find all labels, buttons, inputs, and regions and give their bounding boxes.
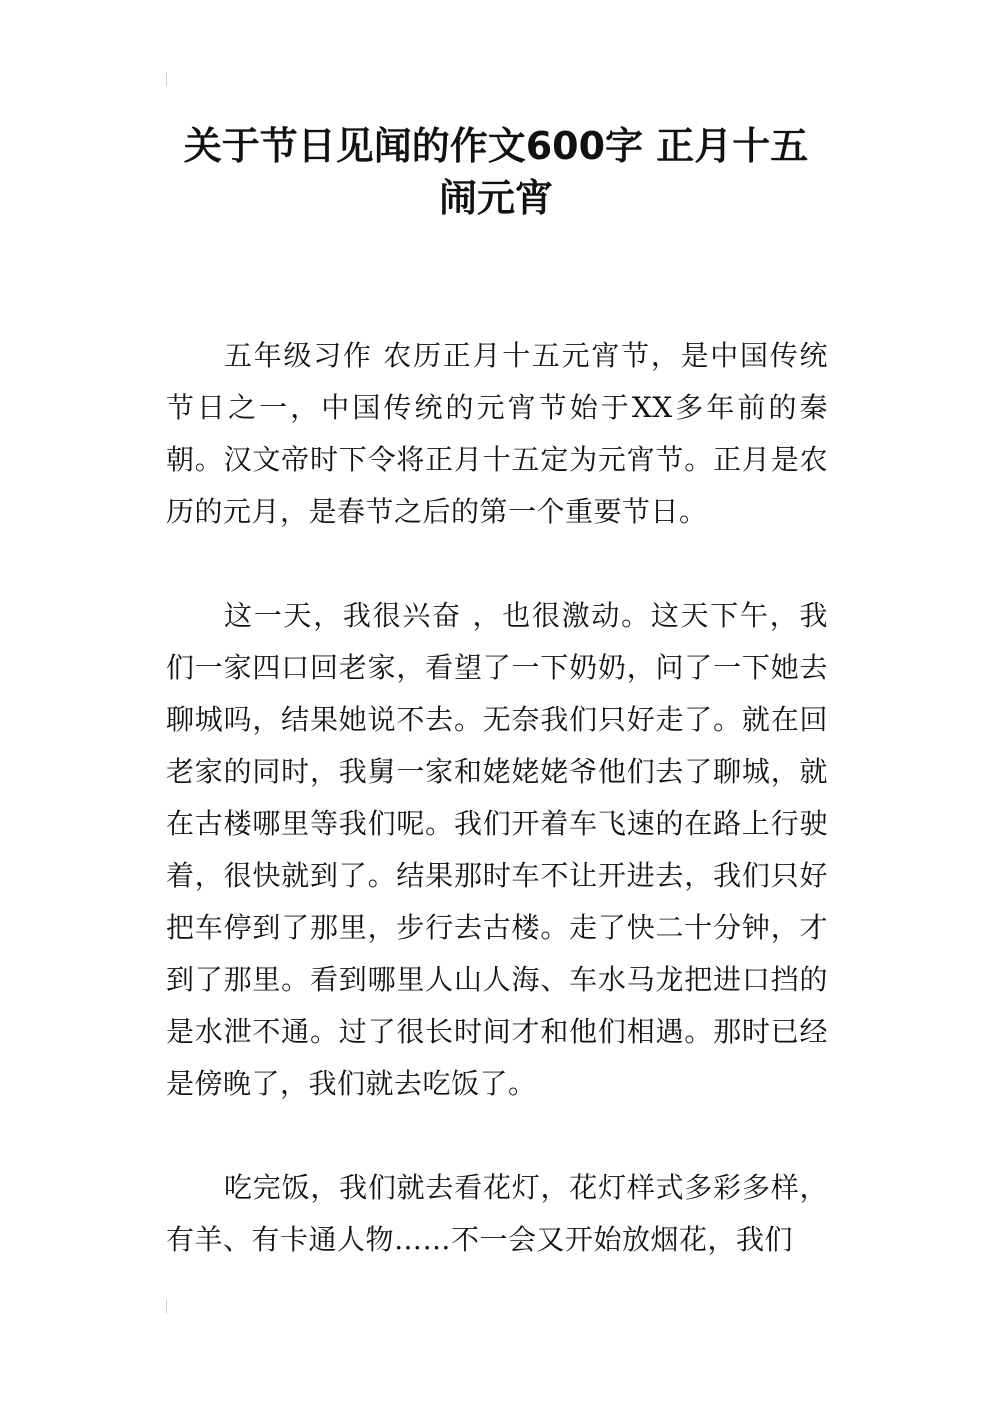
document-title: [140, 120, 852, 224]
paragraph-intro: 五年级习作 农历正月十五元宵节，是中国传统节日之一，中国传统的元宵节始于XX多年前的秦朝。汉文帝时下令将正月十五定为元宵节。正月是农历的元月，是春节之后的第一个重要节日。: [166, 339, 828, 528]
page-corner-mark-bottom: [166, 1300, 167, 1314]
document-title-line2: 闹元宵: [438, 176, 553, 220]
document-title-line1: 关于节日见闻的作文600字 正月十五: [183, 124, 809, 168]
page-corner-mark-top: [166, 72, 167, 86]
paragraph-lanterns: 吃完饭，我们就去看花灯，花灯样式多彩多样，有羊、有卡通人物……不一会又开始放烟花，我们: [166, 1171, 828, 1256]
paragraph-trip: 这一天，我很兴奋 ，也很激动。这天下午，我们一家四口回老家，看望了一下奶奶，问了一下她去聊城吗，结果她说不去。无奈我们只好走了。就在回老家的同时，我舅一家和姥姥姥爷他们去了聊城，就在古楼哪里等我们呢。我们开着车飞速的在路上行驶着，很快就到了。结果那时车不让开进去，我们只好把车停到了那里，步行去古楼。走了快二十分钟，才到了那里。看到哪里人山人海、车水马龙把进口挡的是水泄不通。过了很长时间才和他们相遇。那时已经是傍晚了，我们就去吃饭了。: [166, 599, 828, 1100]
